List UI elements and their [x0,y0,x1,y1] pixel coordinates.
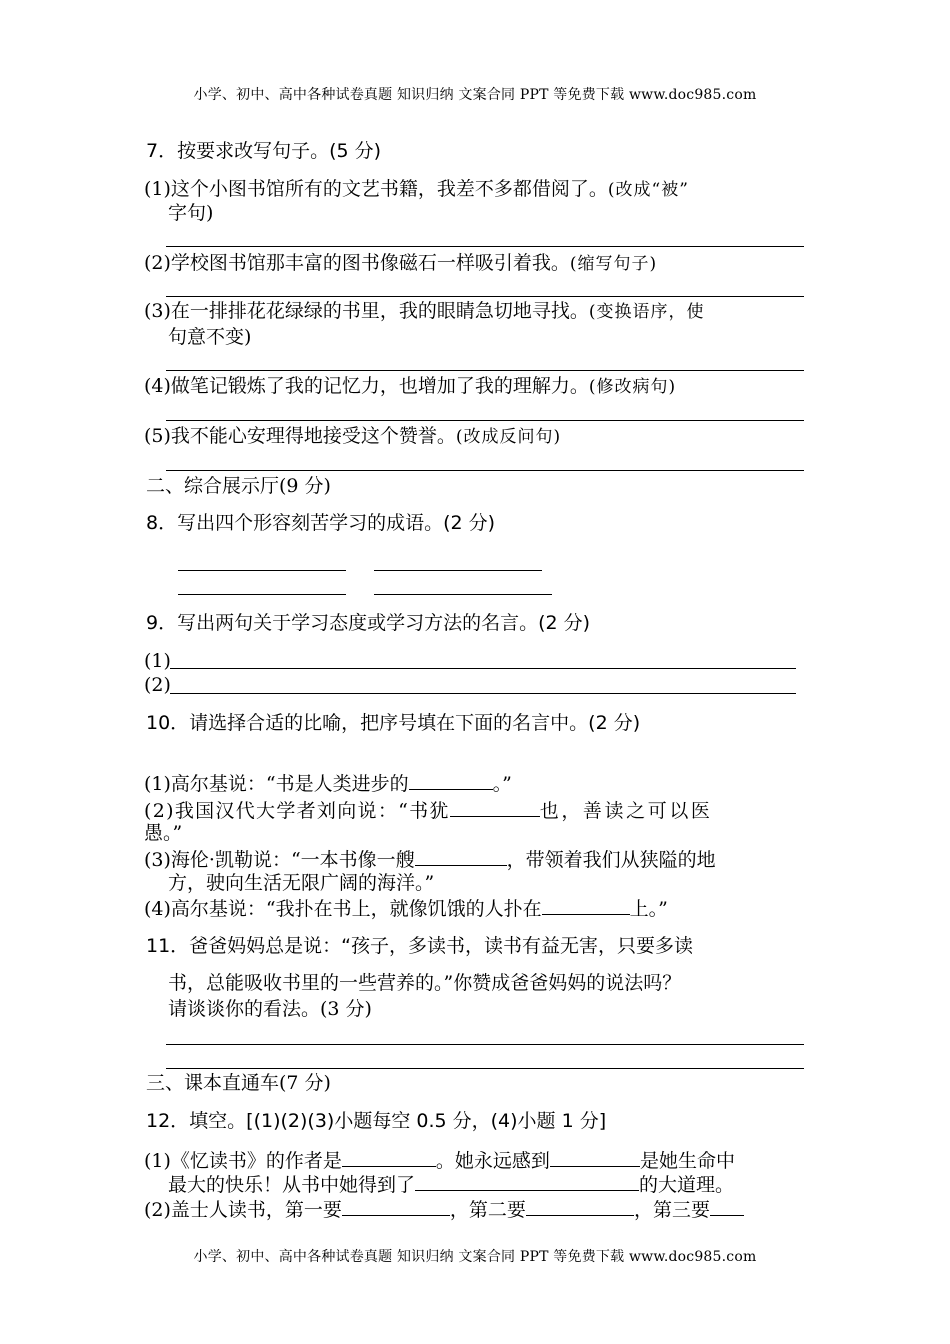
q12-line-1-c: 是她生命中 [639,1150,735,1172]
q11-line-2: 书，总能吸收书里的一些营养的。”你赞成爸爸妈妈的说法吗？ [168,972,682,994]
q10-item-4-a: (4)高尔基说：“我扑在书上，就像饥饿的人扑在 [144,898,542,920]
q12-line-2-b: 的大道理。 [639,1174,735,1196]
q7-item-2-note: (缩写句子) [569,254,658,274]
q7-item-3-cont: 句意不变) [168,326,252,348]
q10-item-3-cont: 方，驶向生活无限广阔的海洋。” [168,872,435,894]
q12-title: 12．填空。[(1)(2)(3)小题每空 0.5 分，(4)小题 1 分] [146,1110,607,1132]
q10-blank-2[interactable] [450,798,540,817]
q10-item-1 [144,771,512,795]
answer-line-9-2[interactable] [170,693,796,694]
q12-line-3-a: (2)盖士人读书，第一要 [144,1199,342,1221]
q12-blank-5[interactable] [526,1197,634,1216]
q7-item-1 [144,178,689,201]
answer-line-8-4[interactable] [374,594,552,595]
q9-title: 9．写出两句关于学习态度或学习方法的名言。(2 分) [146,612,591,634]
answer-line-11-2[interactable] [166,1068,804,1069]
q12-blank-1[interactable] [342,1148,436,1167]
answer-line-7-3[interactable] [166,370,804,371]
answer-line-8-1[interactable] [178,570,346,571]
q12-line-3-c: ，第三要 [633,1199,710,1221]
q10-item-1-b: 。” [492,773,512,795]
q10-item-3 [144,847,716,871]
q12-blank-4[interactable] [342,1197,450,1216]
q12-line-2 [168,1172,734,1196]
q7-item-3-text: (3)在一排排花花绿绿的书里，我的眼睛急切地寻找。 [144,300,589,322]
q10-item-2-b: 也，善读之可以医 [539,800,713,822]
q7-title: 7．按要求改写句子。(5 分) [146,140,382,162]
q10-title: 10．请选择合适的比喻，把序号填在下面的名言中。(2 分) [146,712,641,734]
q10-item-2-cont: 愚。” [144,822,183,844]
q12-blank-2[interactable] [550,1148,640,1167]
q10-item-4-b: 上。” [629,898,668,920]
q7-item-2 [144,252,657,275]
q12-line-1-a: (1)《忆读书》的作者是 [144,1150,342,1172]
q12-blank-3[interactable] [415,1172,639,1191]
answer-line-7-2[interactable] [166,296,804,297]
q10-blank-3[interactable] [415,847,507,866]
answer-line-7-1[interactable] [166,246,804,247]
q12-blank-6[interactable] [710,1197,744,1216]
q7-item-2-text: (2)学校图书馆那丰富的图书像磁石一样吸引着我。 [144,252,570,274]
q12-line-3 [144,1197,744,1221]
q10-item-1-a: (1)高尔基说：“书是人类进步的 [144,773,409,795]
q12-line-1-b: 。她永远感到 [435,1150,550,1172]
q12-line-1 [144,1148,735,1172]
q10-item-3-a: (3)海伦·凯勒说：“一本书像一艘 [144,849,415,871]
answer-line-9-1[interactable] [170,668,796,669]
q7-item-3-note: (变换语序，使 [588,302,705,322]
q9-label-1: (1) [144,650,171,672]
q10-item-2-a: (2)我国汉代大学者刘向说：“书犹 [144,800,450,822]
q7-item-3 [144,300,705,323]
page-header: 小学、初中、高中各种试卷真题 知识归纳 文案合同 PPT 等免费下载 www.doc985.com [193,87,757,103]
q7-item-5-note: (改成反问句) [455,427,562,447]
answer-line-11-1[interactable] [166,1044,804,1045]
page-footer: 小学、初中、高中各种试卷真题 知识归纳 文案合同 PPT 等免费下载 www.doc985.com [193,1249,757,1265]
q7-item-1-text: (1)这个小图书馆所有的文艺书籍，我差不多都借阅了。 [144,178,608,200]
q7-item-5-text: (5)我不能心安理得地接受这个赞誉。 [144,425,456,447]
q10-item-4 [144,896,668,920]
q12-line-2-a: 最大的快乐！从书中她得到了 [168,1174,416,1196]
answer-line-7-4[interactable] [166,420,804,421]
answer-line-8-3[interactable] [178,594,346,595]
q7-item-4 [144,375,676,398]
q10-blank-1[interactable] [409,771,493,790]
q10-item-3-b: ，带领着我们从狭隘的地 [506,849,716,871]
section-2-title: 二、综合展示厅(9 分) [146,475,331,497]
q11-line-1: 11．爸爸妈妈总是说：“孩子，多读书，读书有益无害，只要多读 [146,935,694,957]
q9-label-2: (2) [144,674,171,696]
q7-item-1-cont: 字句) [168,202,214,224]
q8-title: 8．写出四个形容刻苦学习的成语。(2 分) [146,512,496,534]
q10-blank-4[interactable] [542,896,630,915]
section-3-title: 三、课本直通车(7 分) [146,1072,331,1094]
q7-item-5 [144,425,561,448]
answer-line-7-5[interactable] [166,470,804,471]
q7-item-4-text: (4)做笔记锻炼了我的记忆力，也增加了我的理解力。 [144,375,589,397]
q7-item-4-note: (修改病句) [588,377,677,397]
q11-line-3: 请谈谈你的看法。(3 分) [168,998,372,1020]
q12-line-3-b: ，第二要 [449,1199,526,1221]
q7-item-1-note: (改成“被” [607,180,689,200]
q10-item-2 [144,798,713,822]
answer-line-8-2[interactable] [374,570,542,571]
